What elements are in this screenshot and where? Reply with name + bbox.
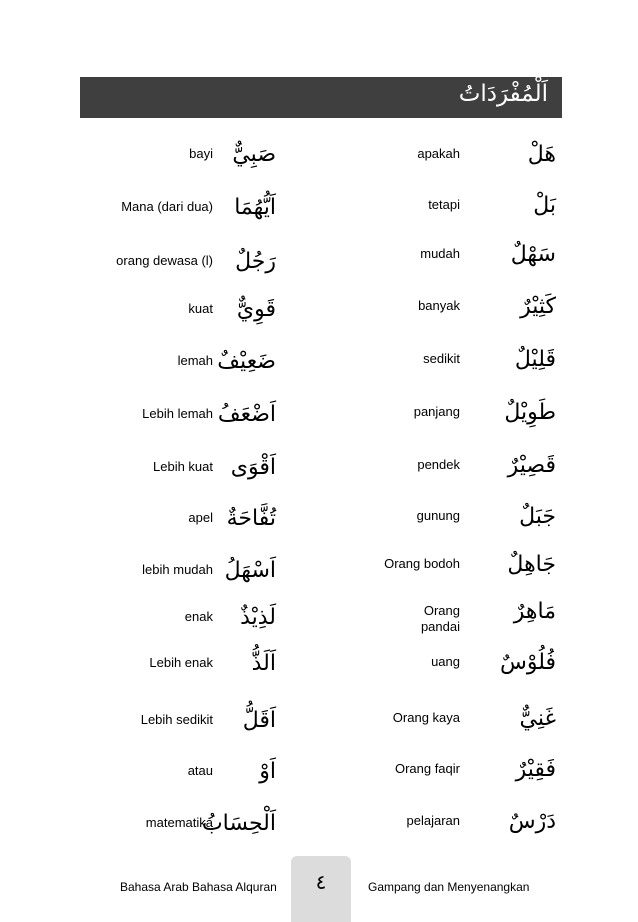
vocab-arabic: غَنِيٌّ [519,706,556,731]
vocab-meaning: gunung [416,508,460,523]
vocab-arabic: طَوِيْلٌ [504,400,556,425]
page-number: ٤ [315,870,327,894]
vocab-arabic: اَقَلُّ [242,708,276,733]
vocab-arabic: رَجُلٌ [235,249,276,274]
vocab-arabic: دَرْسٌ [508,809,556,834]
vocab-meaning: atau [187,763,213,778]
vocab-meaning: banyak [418,298,460,313]
vocab-arabic: جَبَلٌ [519,504,556,529]
vocab-arabic: كَثِيْرٌ [520,294,556,319]
page-number-tab [291,856,351,922]
vocab-arabic: فُلُوْسٌ [499,650,556,675]
vocab-meaning: apakah [417,146,460,161]
vocab-arabic: اَسْهَلُ [224,558,276,583]
vocab-arabic: جَاهِلٌ [507,552,556,577]
section-title: اَلْمُفْرَدَاتُ [458,81,548,107]
vocab-arabic: اَوْ [259,759,276,784]
vocab-arabic: بَلْ [533,193,556,218]
vocab-meaning: pelajaran [406,813,460,828]
vocab-meaning: matematika [145,815,213,830]
vocab-arabic: قَصِيْرٌ [507,453,556,478]
vocab-meaning: panjang [413,404,460,419]
vocab-arabic: صَبِيٌّ [232,142,276,167]
vocab-arabic: هَلْ [527,142,556,167]
vocab-meaning: Lebih enak [149,655,213,670]
vocab-arabic: تُفَّاحَةٌ [226,506,276,531]
vocab-arabic: قَوِيٌّ [236,297,276,322]
vocab-arabic: اَقْوَى [230,455,276,480]
vocab-meaning: tetapi [428,197,460,212]
vocab-meaning: Lebih lemah [142,406,213,421]
vocab-arabic: اَيُّهُمَا [234,195,276,220]
vocab-meaning: Orang kaya [392,710,460,725]
vocab-meaning: Orang bodoh [384,556,460,571]
vocab-meaning: Lebih kuat [153,459,213,474]
vocab-meaning: uang [431,654,460,669]
vocab-meaning: Orang faqir [394,761,460,776]
vocab-meaning: Orang pandai [420,603,460,634]
vocab-arabic: قَلِيْلٌ [514,347,556,372]
vocab-meaning: Mana (dari dua) [121,199,213,214]
vocab-meaning: pendek [417,457,460,472]
vocab-arabic: اَضْعَفُ [217,402,276,427]
vocab-arabic: اَلَذُّ [251,651,276,676]
footer-tagline: Gampang dan Menyenangkan [368,880,530,894]
vocab-arabic: مَاهِرٌ [513,599,556,624]
vocab-meaning: kuat [188,301,213,316]
footer-book-title: Bahasa Arab Bahasa Alquran [120,880,277,894]
vocab-meaning: bayi [189,146,213,161]
vocab-meaning: lebih mudah [142,562,213,577]
vocab-meaning: apel [188,510,213,525]
vocab-meaning: lemah [177,353,213,368]
vocab-meaning: enak [184,609,213,624]
vocab-arabic: فَقِيْرٌ [515,757,556,782]
vocab-meaning: Lebih sedikit [140,712,213,727]
vocab-arabic: لَذِيْذٌ [240,605,276,630]
vocab-arabic: ضَعِيْفٌ [217,349,276,374]
vocab-meaning: orang dewasa (l) [116,253,213,268]
vocab-arabic: اَلْحِسَابُ [201,811,276,836]
vocab-meaning: sedikit [423,351,460,366]
vocab-arabic: سَهْلٌ [510,242,556,267]
vocab-meaning: mudah [420,246,460,261]
